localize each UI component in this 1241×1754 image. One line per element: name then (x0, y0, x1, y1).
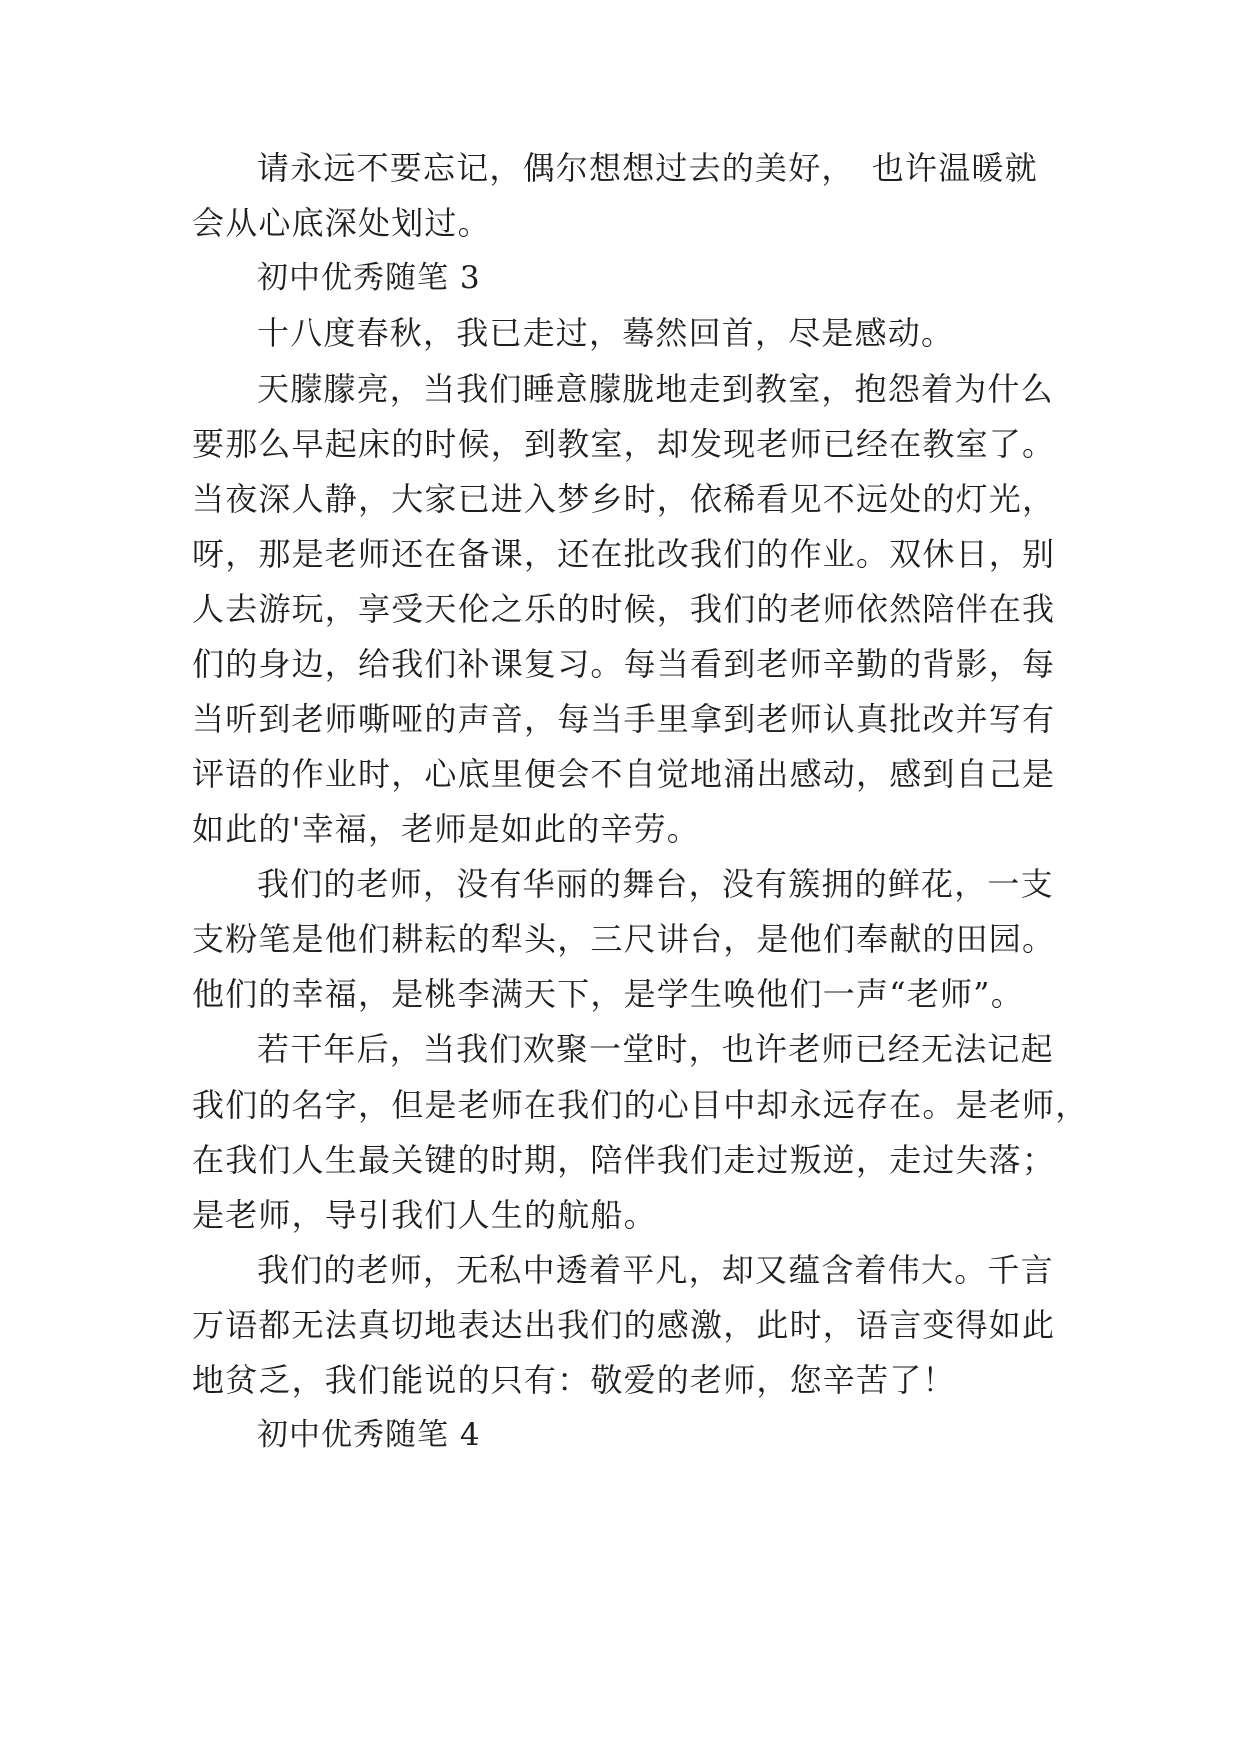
text-line (0, 965, 1241, 1023)
section-heading (0, 1406, 1241, 1464)
text-line (0, 194, 1241, 252)
text-line-content: 支粉笔是他们耕耘的犁头，三尺讲台，是他们奉献的田园。 (192, 920, 1056, 958)
text-line (0, 745, 1241, 803)
text-line (0, 415, 1241, 473)
text-line-content: 是老师，导引我们人生的航船。 (192, 1196, 657, 1234)
section-heading-text: 初中优秀随笔 3 (257, 260, 481, 296)
text-line-content: 请永远不要忘记，偶尔想想过去的美好， 也许温暖就 (257, 149, 1038, 187)
text-line-content: 人去游玩，享受天伦之乐的时候，我们的老师依然陪伴在我 (192, 590, 1056, 628)
text-line (0, 1131, 1241, 1189)
text-line (0, 360, 1241, 418)
text-line-content: 要那么早起床的时候，到教室，却发现老师已经在教室了。 (192, 425, 1056, 463)
text-line-content: 会从心底深处划过。 (192, 204, 491, 242)
text-line (0, 690, 1241, 748)
section-heading-text: 初中优秀随笔 4 (257, 1417, 481, 1453)
text-line (0, 910, 1241, 968)
text-line (0, 1351, 1241, 1409)
text-line (0, 855, 1241, 913)
text-line-content: 当听到老师嘶哑的声音，每当手里拿到老师认真批改并写有 (192, 700, 1056, 738)
text-line (0, 1020, 1241, 1078)
text-line-content: 我们的老师，无私中透着平凡，却又蕴含着伟大。千言 (257, 1251, 1054, 1289)
text-line-content: 我们的老师，没有华丽的舞台，没有簇拥的鲜花，一支 (257, 865, 1054, 903)
text-line (0, 304, 1241, 362)
text-line-content: 当夜深人静，大家已进入梦乡时，依稀看见不远处的灯光， (192, 480, 1056, 518)
text-line (0, 1186, 1241, 1244)
text-line-content: 十八度春秋，我已走过，蓦然回首，尽是感动。 (257, 314, 955, 352)
text-line-content: 我们的名字，但是老师在我们的心目中却永远存在。是老师， (192, 1086, 1089, 1124)
text-line-content: 万语都无法真切地表达出我们的感激，此时，语言变得如此 (192, 1306, 1056, 1344)
text-line (0, 139, 1241, 197)
text-line (0, 580, 1241, 638)
text-line (0, 1076, 1241, 1134)
text-line-content: 呀，那是老师还在备课，还在批改我们的作业。双休日，别 (192, 535, 1056, 573)
text-line-content: 们的身边，给我们补课复习。每当看到老师辛勤的背影，每 (192, 645, 1056, 683)
text-line (0, 635, 1241, 693)
text-line-content: 天朦朦亮，当我们睡意朦胧地走到教室，抱怨着为什么 (257, 370, 1054, 408)
text-line-content: 在我们人生最关键的时期，陪伴我们走过叛逆，走过失落； (192, 1141, 1056, 1179)
text-line (0, 800, 1241, 858)
section-heading (0, 249, 1241, 307)
text-line-content: 如此的'幸福，老师是如此的辛劳。 (192, 810, 700, 848)
text-line-content: 评语的作业时，心底里便会不自觉地涌出感动，感到自己是 (192, 755, 1056, 793)
text-line-content: 地贫乏，我们能说的只有：敬爱的老师，您辛苦了！ (192, 1361, 956, 1399)
text-line (0, 525, 1241, 583)
text-line (0, 470, 1241, 528)
text-line-content: 若干年后，当我们欢聚一堂时，也许老师已经无法记起 (257, 1030, 1054, 1068)
text-line-content: 他们的幸福，是桃李满天下，是学生唤他们一声“老师”。 (192, 975, 1024, 1013)
text-line (0, 1241, 1241, 1299)
text-line (0, 1296, 1241, 1354)
